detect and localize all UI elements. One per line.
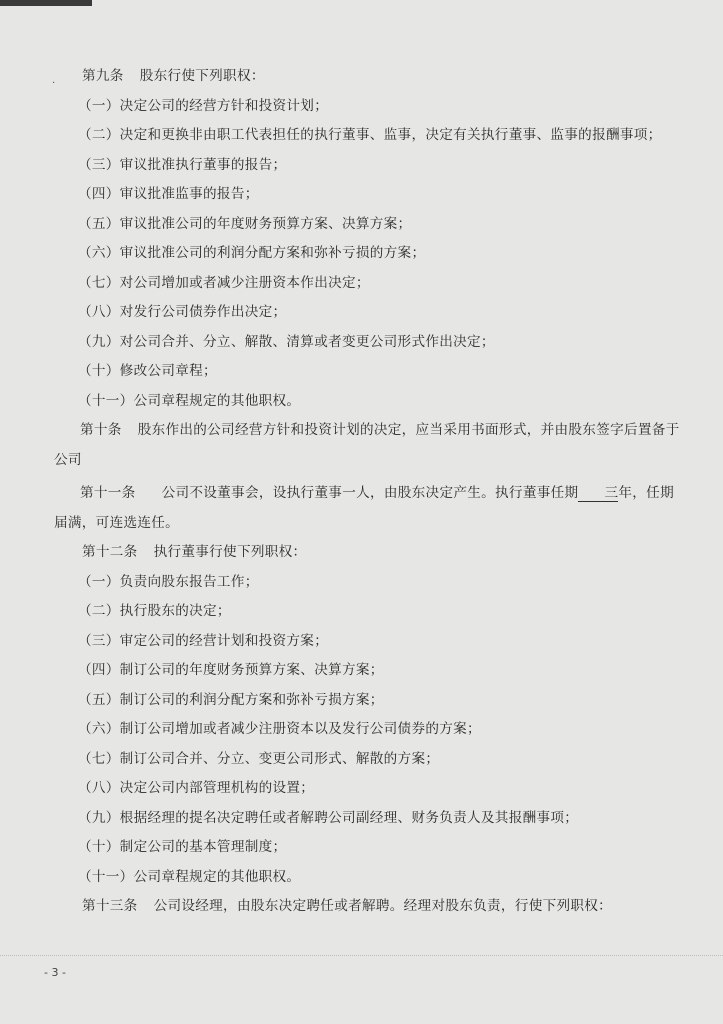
article-9-item-1: （一）决定公司的经营方针和投资计划； [78, 97, 329, 114]
article-12-item-9: （九）根据经理的提名决定聘任或者解聘公司副经理、财务负责人及其报酬事项； [78, 809, 579, 826]
article-9-item-2: （二）决定和更换非由职工代表担任的执行董事、监事，决定有关执行董事、监事的报酬事项； [78, 127, 662, 143]
page-number: - 3 - [44, 966, 66, 979]
scan-speck: · [52, 78, 56, 89]
article-9-item-5: （五）审议批准公司的年度财务预算方案、决算方案； [78, 215, 412, 232]
article-9-item-7: （七）对公司增加或者减少注册资本作出决定； [78, 274, 370, 291]
article-12-line [54, 538, 680, 568]
article-11-text: 公司不设董事会，设执行董事一人，由股东决定产生。执行董事任期 [161, 485, 579, 501]
article-12-item-11: （十一）公司章程规定的其他职权。 [78, 868, 301, 885]
article-12-item-6: （六）制订公司增加或者减少注册资本以及发行公司债券的方案； [78, 721, 481, 737]
article-9-item-4: （四）审议批准监事的报告； [78, 186, 259, 202]
article-12-text: 执行董事行使下列职权： [153, 544, 307, 560]
article-12-heading: 第十二条 [82, 544, 138, 560]
article-12-item-8: （八）决定公司内部管理机构的设置； [78, 780, 315, 796]
article-12-item-5: （五）制订公司的利润分配方案和弥补亏损方案； [78, 691, 384, 708]
scan-edge-mark [0, 0, 92, 6]
article-10-paragraph [54, 416, 680, 475]
article-12-item-10: （十）制定公司的基本管理制度； [78, 839, 287, 855]
article-12-item-4: （四）制订公司的年度财务预算方案、决算方案； [78, 662, 384, 678]
article-10-heading: 第十条 [80, 422, 122, 438]
article-9-line [54, 62, 680, 92]
article-11-text-end: 年，任期届满，可连选连任。 [54, 485, 674, 531]
article-11-paragraph [54, 479, 680, 538]
article-12-item-1: （一）负责向股东报告工作； [78, 573, 259, 590]
term-years-blank: 三 [578, 485, 618, 502]
article-13-line [54, 892, 680, 922]
article-9-item-11: （十一）公司章程规定的其他职权。 [78, 392, 301, 409]
article-9-heading: 第九条 [82, 68, 124, 84]
article-9-text: 股东行使下列职权： [139, 68, 265, 84]
article-13-heading: 第十三条 [82, 898, 138, 914]
footer-divider [0, 955, 723, 956]
article-9-item-6: （六）审议批准公司的利润分配方案和弥补亏损的方案； [78, 245, 426, 261]
article-9-item-3: （三）审议批准执行董事的报告； [78, 156, 287, 173]
article-12-item-7: （七）制订公司合并、分立、变更公司形式、解散的方案； [78, 750, 440, 767]
document-body [54, 62, 680, 922]
article-13-text: 公司设经理，由股东决定聘任或者解聘。经理对股东负责，行使下列职权： [153, 898, 613, 914]
article-12-item-2: （二）执行股东的决定； [78, 603, 231, 619]
article-10-text: 股东作出的公司经营方针和投资计划的决定，应当采用书面形式，并由股东签字后置备于公司 [54, 422, 680, 468]
article-9-item-9: （九）对公司合并、分立、解散、清算或者变更公司形式作出决定； [78, 333, 495, 350]
article-11-heading: 第十一条 [80, 485, 136, 501]
article-9-item-10: （十）修改公司章程； [78, 363, 217, 379]
article-9-item-8: （八）对发行公司债券作出决定； [78, 304, 287, 320]
article-12-item-3: （三）审定公司的经营计划和投资方案； [78, 632, 329, 649]
